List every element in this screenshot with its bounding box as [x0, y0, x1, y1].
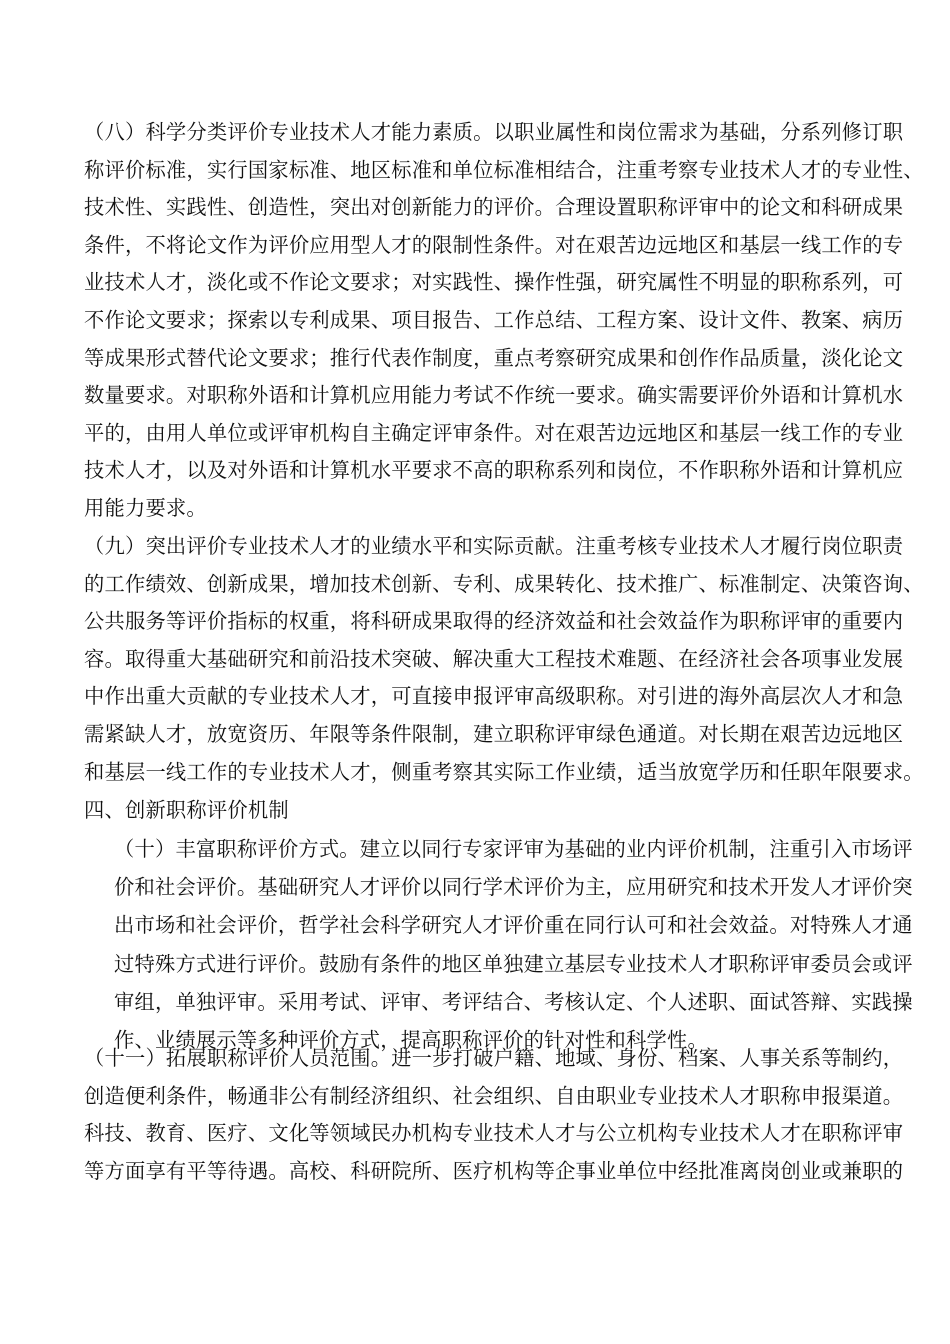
text-line: 等方面享有平等待遇。高校、科研院所、医疗机构等企事业单位中经批准离岗创业或兼职的: [84, 1158, 904, 1183]
text-line: 用能力要求。: [84, 495, 207, 520]
text-line: 过特殊方式进行评价。鼓励有条件的地区单独建立基层专业技术人才职称评审委员会或评: [114, 951, 913, 976]
text-line: 需紧缺人才，放宽资历、年限等条件限制，建立职称评审绿色通道。对长期在艰苦边远地区: [84, 721, 904, 746]
text-line: （十一）拓展职称评价人员范围。进一步打破户籍、地域、身份、档案、人事关系等制约，: [84, 1046, 904, 1070]
text-line: 作、业绩展示等多种评价方式，提高职称评价的针对性和科学性。: [114, 1027, 708, 1052]
text-line: 价和社会评价。基础研究人才评价以同行学术评价为主，应用研究和技术开发人才评价突: [114, 875, 913, 900]
text-line: 不作论文要求；探索以专利成果、项目报告、工作总结、工程方案、设计文件、教案、病历: [84, 307, 904, 332]
text-line: 科技、教育、医疗、文化等领域民办机构专业技术人才与公立机构专业技术人才在职称评审: [84, 1121, 904, 1146]
text-line: 的工作绩效、创新成果，增加技术创新、专利、成果转化、技术推广、标准制定、决策咨询、: [84, 571, 924, 596]
paragraph-10: [114, 830, 913, 1059]
text-line: 数量要求。对职称外语和计算机应用能力考试不作统一要求。确实需要评价外语和计算机水: [84, 383, 904, 408]
text-line: 业技术人才，淡化或不作论文要求；对实践性、操作性强，研究属性不明显的职称系列，可: [84, 270, 904, 295]
paragraph-9: [84, 528, 924, 791]
text-line: 审组，单独评审。采用考试、评审、考评结合、考核认定、个人述职、面试答辩、实践操: [114, 989, 913, 1014]
text-line: 出市场和社会评价，哲学社会科学研究人才评价重在同行认可和社会效益。对特殊人才通: [114, 913, 913, 938]
text-line: （十）丰富职称评价方式。建立以同行专家评审为基础的业内评价机制，注重引入市场评: [114, 837, 913, 861]
paragraph-8: [84, 114, 924, 528]
text-line: 平的，由用人单位或评审机构自主确定评审条件。对在艰苦边远地区和基层一线工作的专业: [84, 420, 904, 445]
text-line: （九）突出评价专业技术人才的业绩水平和实际贡献。注重考核专业技术人才履行岗位职责: [84, 534, 904, 558]
text-line: 创造便利条件，畅通非公有制经济组织、社会组织、自由职业专业技术人才职称申报渠道。: [84, 1083, 904, 1108]
paragraph-11: [84, 1040, 904, 1190]
text-line: 和基层一线工作的专业技术人才，侧重考察其实际工作业绩，适当放宽学历和任职年限要求。: [84, 759, 924, 784]
text-line: 技术人才，以及对外语和计算机水平要求不高的职称系列和岗位，不作职称外语和计算机应: [84, 458, 904, 483]
section-heading-4: [84, 792, 884, 830]
heading-text: 四、创新职称评价机制: [84, 798, 289, 822]
text-line: 中作出重大贡献的专业技术人才，可直接申报评审高级职称。对引进的海外高层次人才和急: [84, 684, 904, 709]
text-line: 技术性、实践性、创造性，突出对创新能力的评价。合理设置职称评审中的论文和科研成果: [84, 195, 904, 220]
text-line: 称评价标准，实行国家标准、地区标准和单位标准相结合，注重考察专业技术人才的专业性、: [84, 157, 924, 182]
text-line: 等成果形式替代论文要求；推行代表作制度，重点考察研究成果和创作作品质量，淡化论文: [84, 345, 904, 370]
text-line: 容。取得重大基础研究和前沿技术突破、解决重大工程技术难题、在经济社会各项事业发展: [84, 646, 904, 671]
text-line: 条件，不将论文作为评价应用型人才的限制性条件。对在艰苦边远地区和基层一线工作的专: [84, 232, 904, 257]
text-line: （八）科学分类评价专业技术人才能力素质。以职业属性和岗位需求为基础，分系列修订职: [84, 120, 904, 144]
text-line: 公共服务等评价指标的权重，将科研成果取得的经济效益和社会效益作为职称评审的重要内: [84, 609, 904, 634]
